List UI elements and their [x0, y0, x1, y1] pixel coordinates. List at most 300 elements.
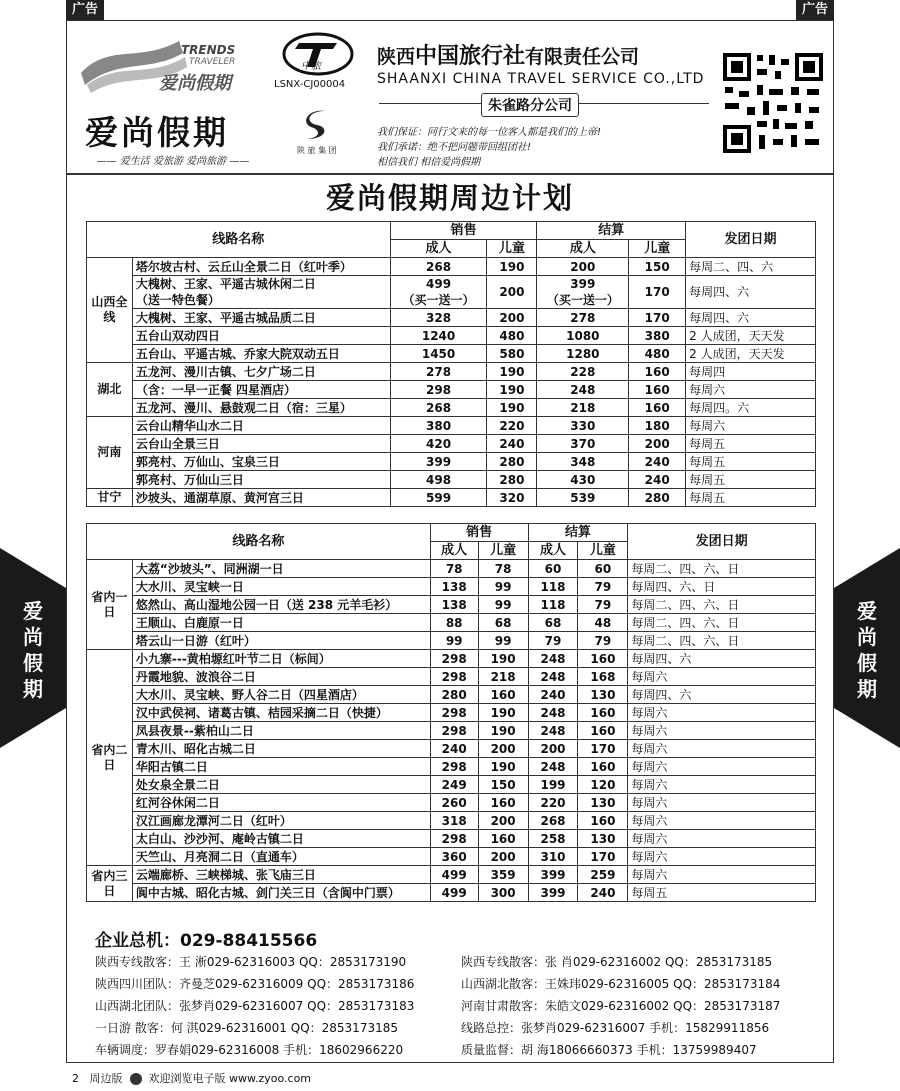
sales-child-price	[487, 345, 537, 363]
route-name	[132, 399, 390, 417]
route-name	[132, 614, 430, 632]
settle-adult-price	[537, 489, 629, 507]
settle-adult-price	[537, 258, 629, 276]
settle-adult-value: 399	[570, 277, 596, 291]
route-name	[132, 830, 430, 848]
table-row	[87, 578, 816, 596]
settle-adult-price	[537, 327, 629, 345]
settle-adult-price	[528, 758, 578, 776]
route-name	[132, 884, 430, 902]
route-name-text: 华阳古镇二日	[135, 759, 208, 774]
header2-sales: 销售	[430, 524, 528, 542]
hotline: 企业总机：029-88415566	[95, 931, 318, 951]
settle-child-value: 160	[644, 400, 670, 415]
header2-departure: 发团日期	[628, 524, 816, 560]
route-name-text: 汉中武侯祠、诸葛古镇、桔园采摘二日（快捷）	[135, 705, 388, 720]
route-name-text: 凤县夜景--紫柏山二日	[135, 723, 254, 738]
side-text-right: 爱尚假期	[857, 599, 877, 701]
settle-adult-value: 228	[570, 364, 596, 379]
route-name	[132, 471, 390, 489]
sales-child-value: 190	[490, 759, 516, 774]
sales-adult-value: 1240	[421, 328, 456, 343]
settle-child-price	[629, 363, 686, 381]
sales-adult-price	[390, 309, 487, 327]
table-row	[87, 596, 816, 614]
route-name-text: 太白山、沙沙河、庵岭古镇二日	[135, 831, 304, 846]
settle-child-value: 79	[594, 579, 612, 594]
route-name	[132, 345, 390, 363]
domestic-routes-table	[86, 221, 816, 507]
slogan-text: 爱生活 爱旅游 爱尚旅游	[119, 156, 227, 167]
edition: 周边版	[89, 1072, 123, 1085]
settle-adult-price	[537, 435, 629, 453]
route-name-text: 悠然山、高山湿地公园一日（送 238 元羊毛衫）	[135, 597, 398, 612]
sales-child-value: 160	[490, 795, 516, 810]
table-row	[87, 866, 816, 884]
sales-child-price	[478, 884, 528, 902]
group-label: 甘宁	[87, 489, 133, 507]
sales-child-value: 480	[499, 328, 525, 343]
brand-name: 爱尚假期	[85, 113, 229, 152]
settle-child-value: 79	[594, 633, 612, 648]
settle-adult-price	[528, 848, 578, 866]
route-name-text: 云台山精华山水二日	[135, 418, 244, 433]
settle-adult-price	[528, 686, 578, 704]
table-row	[87, 848, 816, 866]
departure-date: 每周四、六	[686, 276, 816, 309]
sales-child-price	[478, 650, 528, 668]
sales-child-price	[487, 258, 537, 276]
ad-label-right: 广告	[796, 0, 834, 20]
sales-child-value: 218	[490, 669, 516, 684]
group-label: 山西全线	[87, 258, 133, 363]
table-row	[87, 722, 816, 740]
route-name-text: 青木川、昭化古城二日	[135, 741, 256, 756]
route-name	[132, 309, 390, 327]
table-row	[87, 776, 816, 794]
sales-child-value: 220	[499, 418, 525, 433]
sales-child-price	[478, 704, 528, 722]
departure-date: 每周二、四、六、日	[628, 614, 816, 632]
departure-date: 每周六	[628, 776, 816, 794]
sales-adult-price	[430, 650, 478, 668]
settle-adult-value: 240	[540, 687, 566, 702]
header-route: 线路名称	[87, 222, 391, 258]
sales-adult-value: 499	[441, 867, 467, 882]
route-name	[132, 848, 430, 866]
header2-route: 线路名称	[87, 524, 431, 560]
sales-adult-price	[430, 704, 478, 722]
branch-name: 朱雀路分公司	[481, 93, 579, 117]
sales-adult-value: 298	[441, 651, 467, 666]
ad-label-left: 广告	[66, 0, 104, 20]
settle-child-price	[578, 884, 628, 902]
sales-child-value: 200	[499, 285, 525, 299]
brand-logo	[79, 29, 269, 101]
settle-adult-value: 68	[544, 615, 562, 630]
sales-child-value: 300	[490, 885, 516, 900]
settle-child-price	[629, 327, 686, 345]
header-settle-adult: 成人	[537, 240, 629, 258]
route-name	[132, 704, 430, 722]
settle-adult-value: 399	[540, 867, 566, 882]
table-row	[87, 632, 816, 650]
settle-child-price	[578, 758, 628, 776]
header-settle-child: 儿童	[629, 240, 686, 258]
settle-child-value: 240	[590, 885, 616, 900]
sales-adult-price	[430, 884, 478, 902]
sales-adult-value: 499	[426, 277, 452, 291]
route-name	[132, 258, 390, 276]
route-name-text: 大槐树、王家、平遥古城休闲二日	[135, 277, 316, 291]
sales-child-price	[487, 453, 537, 471]
table-row	[87, 614, 816, 632]
settle-child-value: 240	[644, 472, 670, 487]
settle-adult-price	[537, 453, 629, 471]
table-row	[87, 489, 816, 507]
settle-child-value: 160	[644, 364, 670, 379]
logo-cn: 爱尚假期	[159, 73, 231, 94]
license-number: LSNX-CJ00004	[274, 79, 346, 90]
table-row	[87, 435, 816, 453]
sales-child-value: 160	[490, 687, 516, 702]
route-name-text: （含：一早一正餐 四星酒店）	[135, 382, 297, 397]
cts-badge-text: 中旅	[301, 61, 321, 72]
sales-adult-price	[390, 417, 487, 435]
sales-child-price	[487, 363, 537, 381]
sales-adult-price	[430, 740, 478, 758]
sales-child-value: 190	[490, 723, 516, 738]
sales-adult-value: 328	[426, 310, 452, 325]
departure-date: 每周六	[628, 722, 816, 740]
settle-adult-value: 278	[570, 310, 596, 325]
settle-child-value: 168	[590, 669, 616, 684]
sales-adult-price	[390, 381, 487, 399]
promise-2: 我们承诺：绝不把问题带回组团社!	[377, 142, 532, 153]
contact-row: 一日游 散客：何 淇029-62316001 QQ：2853173185	[95, 1021, 398, 1035]
settle-adult-value: 248	[540, 759, 566, 774]
sales-adult-value: 268	[426, 400, 452, 415]
page-frame	[66, 20, 834, 1063]
company-mid: 中国旅行社	[415, 43, 526, 69]
settle-child-price	[629, 381, 686, 399]
settle-adult-price	[537, 309, 629, 327]
route-name-text: 大水川、灵宝峡一日	[135, 579, 244, 594]
settle-adult-price	[537, 399, 629, 417]
sales-adult-value: 318	[441, 813, 467, 828]
sales-child-price	[478, 794, 528, 812]
sales-adult-value: 298	[441, 705, 467, 720]
header-sales-child: 儿童	[487, 240, 537, 258]
route-name-text: 郭亮村、万仙山三日	[135, 472, 244, 487]
settle-child-price	[629, 435, 686, 453]
departure-date: 每周二、四、六、日	[628, 596, 816, 614]
sales-child-price	[478, 740, 528, 758]
company-name-en: SHAANXI CHINA TRAVEL SERVICE CO.,LTD	[377, 71, 705, 87]
settle-child-value: 130	[590, 687, 616, 702]
sales-child-value: 280	[499, 472, 525, 487]
sales-child-value: 78	[494, 561, 512, 576]
settle-child-value: 160	[590, 651, 616, 666]
sales-adult-value: 499	[441, 885, 467, 900]
settle-adult-price	[528, 560, 578, 578]
settle-child-value: 170	[644, 285, 670, 299]
settle-child-price	[578, 722, 628, 740]
settle-child-value: 380	[644, 328, 670, 343]
sales-child-price	[487, 489, 537, 507]
route-name-text: 云台山全景三日	[135, 436, 220, 451]
table-row	[87, 345, 816, 363]
settle-adult-price	[528, 668, 578, 686]
promise-1: 我们保证：同行文来的每一位客人都是我们的上帝!	[377, 127, 602, 138]
promo-note: （买一送一）	[546, 293, 619, 307]
departure-date: 每周二、四、六、日	[628, 632, 816, 650]
sales-adult-value: 78	[445, 561, 463, 576]
departure-date: 每周六	[686, 417, 816, 435]
departure-date: 每周四、六、日	[628, 578, 816, 596]
sales-child-price	[478, 722, 528, 740]
settle-adult-value: 248	[540, 651, 566, 666]
sales-child-price	[478, 866, 528, 884]
departure-date: 每周四、六	[628, 650, 816, 668]
settle-child-value: 200	[644, 436, 670, 451]
departure-date: 每周四。六	[686, 399, 816, 417]
sales-child-price	[487, 399, 537, 417]
sales-child-value: 190	[499, 364, 525, 379]
departure-date: 每周六	[628, 668, 816, 686]
group-label: 省内一日	[87, 560, 133, 650]
settle-child-price	[629, 417, 686, 435]
sales-adult-price	[390, 327, 487, 345]
sales-adult-value: 498	[426, 472, 452, 487]
qr-code-icon[interactable]	[721, 51, 825, 155]
settle-child-price	[578, 866, 628, 884]
route-name-text: 小九寨---黄柏塬红叶节二日（标间）	[135, 651, 331, 666]
table-row	[87, 453, 816, 471]
settle-child-price	[578, 740, 628, 758]
sales-adult-price	[430, 668, 478, 686]
settle-child-price	[629, 453, 686, 471]
departure-date: 每周六	[628, 812, 816, 830]
route-name-text: 大荔“沙坡头”、同洲湖一日	[135, 561, 284, 576]
sales-adult-price	[430, 560, 478, 578]
sales-adult-price	[430, 596, 478, 614]
contact-row: 车辆调度：罗春娟029-62316008 手机：18602966220	[95, 1043, 404, 1057]
settle-adult-value: 370	[570, 436, 596, 451]
departure-date: 每周四、六	[628, 686, 816, 704]
settle-child-value: 170	[644, 310, 670, 325]
route-name	[132, 363, 390, 381]
settle-child-price	[629, 276, 686, 309]
sales-child-price	[478, 848, 528, 866]
sales-adult-price	[430, 578, 478, 596]
route-name	[132, 489, 390, 507]
sales-adult-value: 380	[426, 418, 452, 433]
departure-date: 每周六	[628, 704, 816, 722]
sales-adult-price	[390, 399, 487, 417]
contact-row: 陕西四川团队：齐曼芝029-62316009 QQ：2853173186	[95, 977, 415, 991]
route-name	[132, 381, 390, 399]
side-banner-right	[834, 548, 900, 748]
route-name	[132, 417, 390, 435]
settle-child-value: 160	[644, 382, 670, 397]
header-departure: 发团日期	[686, 222, 816, 258]
group-label: 省内三日	[87, 866, 133, 902]
settle-adult-value: 60	[544, 561, 562, 576]
sales-child-price	[487, 309, 537, 327]
table-row	[87, 794, 816, 812]
settle-child-value: 160	[590, 759, 616, 774]
sales-child-price	[478, 578, 528, 596]
route-name-text: 王顺山、白鹿原一日	[135, 615, 244, 630]
settle-adult-price	[528, 740, 578, 758]
settle-child-price	[578, 830, 628, 848]
sales-adult-price	[430, 686, 478, 704]
route-name-text: 汉江画廊龙潭河二日（红叶）	[135, 813, 292, 828]
route-name	[132, 722, 430, 740]
route-name-text: 塔云山一日游（红叶）	[135, 633, 256, 648]
route-name	[132, 327, 390, 345]
settle-adult-value: 200	[540, 741, 566, 756]
settle-adult-value: 330	[570, 418, 596, 433]
promise-3: 相信我们 相信爱尚假期	[377, 157, 481, 168]
route-name	[132, 596, 430, 614]
sales-adult-value: 88	[445, 615, 463, 630]
route-name-text: 沙坡头、通湖草原、黄河宫三日	[135, 490, 304, 505]
sales-child-value: 200	[490, 813, 516, 828]
company-prefix: 陕西	[377, 46, 416, 68]
sales-child-value: 580	[499, 346, 525, 361]
sales-child-value: 99	[494, 633, 512, 648]
settle-child-value: 60	[594, 561, 612, 576]
sales-child-value: 190	[490, 705, 516, 720]
header2-sales-child: 儿童	[478, 542, 528, 560]
route-name	[132, 578, 430, 596]
sales-adult-value: 298	[441, 759, 467, 774]
route-name	[132, 650, 430, 668]
sales-adult-price	[390, 435, 487, 453]
sales-adult-price	[390, 471, 487, 489]
table-row	[87, 381, 816, 399]
sales-child-price	[487, 381, 537, 399]
footer-text[interactable]: 欢迎浏览电子版 www.zyoo.com	[148, 1072, 312, 1085]
contact-row: 河南甘肃散客：朱皓文029-62316002 QQ：2853173187	[461, 999, 781, 1013]
settle-child-value: 280	[644, 490, 670, 505]
page-number: 2	[72, 1072, 79, 1085]
departure-date: 每周四、六	[686, 309, 816, 327]
route-name-text: 塔尔坡古村、云丘山全景二日（红叶季）	[135, 259, 352, 274]
route-name-text: 郭亮村、万仙山、宝泉三日	[135, 454, 280, 469]
header-settle: 结算	[537, 222, 686, 240]
settle-adult-value: 79	[544, 633, 562, 648]
departure-date: 每周四	[686, 363, 816, 381]
group-name: 陕 旅 集 团	[297, 146, 337, 155]
settle-adult-price	[528, 866, 578, 884]
sales-child-value: 190	[499, 400, 525, 415]
settle-adult-value: 399	[540, 885, 566, 900]
departure-date: 每周六	[628, 848, 816, 866]
settle-child-price	[629, 258, 686, 276]
departure-date: 每周六	[628, 794, 816, 812]
settle-adult-price	[528, 812, 578, 830]
side-text-left: 爱尚假期	[23, 599, 43, 701]
route-name	[132, 276, 390, 309]
sales-adult-value: 298	[441, 831, 467, 846]
settle-child-value: 160	[590, 723, 616, 738]
route-note: （送一特色餐）	[135, 293, 220, 307]
sales-child-price	[487, 327, 537, 345]
route-name-text: 大水川、灵宝峡、野人谷二日（四星酒店）	[135, 687, 364, 702]
route-name	[132, 560, 430, 578]
sales-adult-price	[390, 453, 487, 471]
sales-adult-price	[430, 830, 478, 848]
header	[67, 21, 833, 175]
settle-adult-price	[528, 776, 578, 794]
sales-adult-value: 399	[426, 454, 452, 469]
route-name-text: 五龙河、漫川古镇、七夕广场二日	[135, 364, 316, 379]
departure-date: 每周二、四、六	[686, 258, 816, 276]
settle-adult-price	[528, 614, 578, 632]
settle-child-value: 170	[590, 741, 616, 756]
departure-date: 每周五	[686, 489, 816, 507]
settle-child-value: 120	[590, 777, 616, 792]
contact-row: 质量监督：胡 海18066660373 手机：13759989407	[461, 1043, 757, 1057]
settle-child-price	[578, 704, 628, 722]
sales-adult-value: 99	[445, 633, 463, 648]
sales-child-price	[478, 812, 528, 830]
group-label: 省内二日	[87, 650, 133, 866]
group-logo-icon	[297, 107, 337, 143]
contact-row: 山西湖北团队：张梦肖029-62316007 QQ：2853173183	[95, 999, 415, 1013]
table-row	[87, 650, 816, 668]
settle-adult-value: 118	[540, 597, 566, 612]
sales-child-value: 99	[494, 597, 512, 612]
route-name-text: 阆中古城、昭化古城、剑门关三日（含阆中门票）	[135, 885, 400, 900]
cts-logo	[281, 31, 355, 77]
sales-child-price	[478, 614, 528, 632]
settle-child-value: 259	[590, 867, 616, 882]
settle-child-price	[578, 848, 628, 866]
table-row	[87, 812, 816, 830]
settle-child-price	[578, 650, 628, 668]
settle-adult-price	[528, 704, 578, 722]
table-row	[87, 327, 816, 345]
settle-adult-price	[537, 345, 629, 363]
settle-child-value: 150	[644, 259, 670, 274]
sales-adult-value: 298	[441, 669, 467, 684]
promo-note: （买一送一）	[402, 293, 475, 307]
settle-child-value: 48	[594, 615, 612, 630]
header2-settle-adult: 成人	[528, 542, 578, 560]
route-name	[132, 812, 430, 830]
settle-child-price	[578, 560, 628, 578]
route-name-text: 云端廊桥、三峡梯城、张飞庙三日	[135, 867, 316, 882]
departure-date: 2 人成团，天天发	[686, 327, 816, 345]
brand-slogan: —— 爱生活 爱旅游 爱尚旅游 ——	[96, 156, 250, 167]
province-routes-table	[86, 523, 816, 902]
sales-adult-value: 268	[426, 259, 452, 274]
settle-child-value: 79	[594, 597, 612, 612]
sales-child-value: 280	[499, 454, 525, 469]
contact-row: 陕西专线散客：王 淅029-62316003 QQ：2853173190	[95, 955, 407, 969]
group-label: 河南	[87, 417, 133, 489]
settle-child-value: 170	[590, 849, 616, 864]
route-name	[132, 866, 430, 884]
settle-adult-price	[528, 722, 578, 740]
sales-child-price	[478, 776, 528, 794]
sales-child-value: 190	[499, 259, 525, 274]
departure-date: 每周五	[686, 471, 816, 489]
